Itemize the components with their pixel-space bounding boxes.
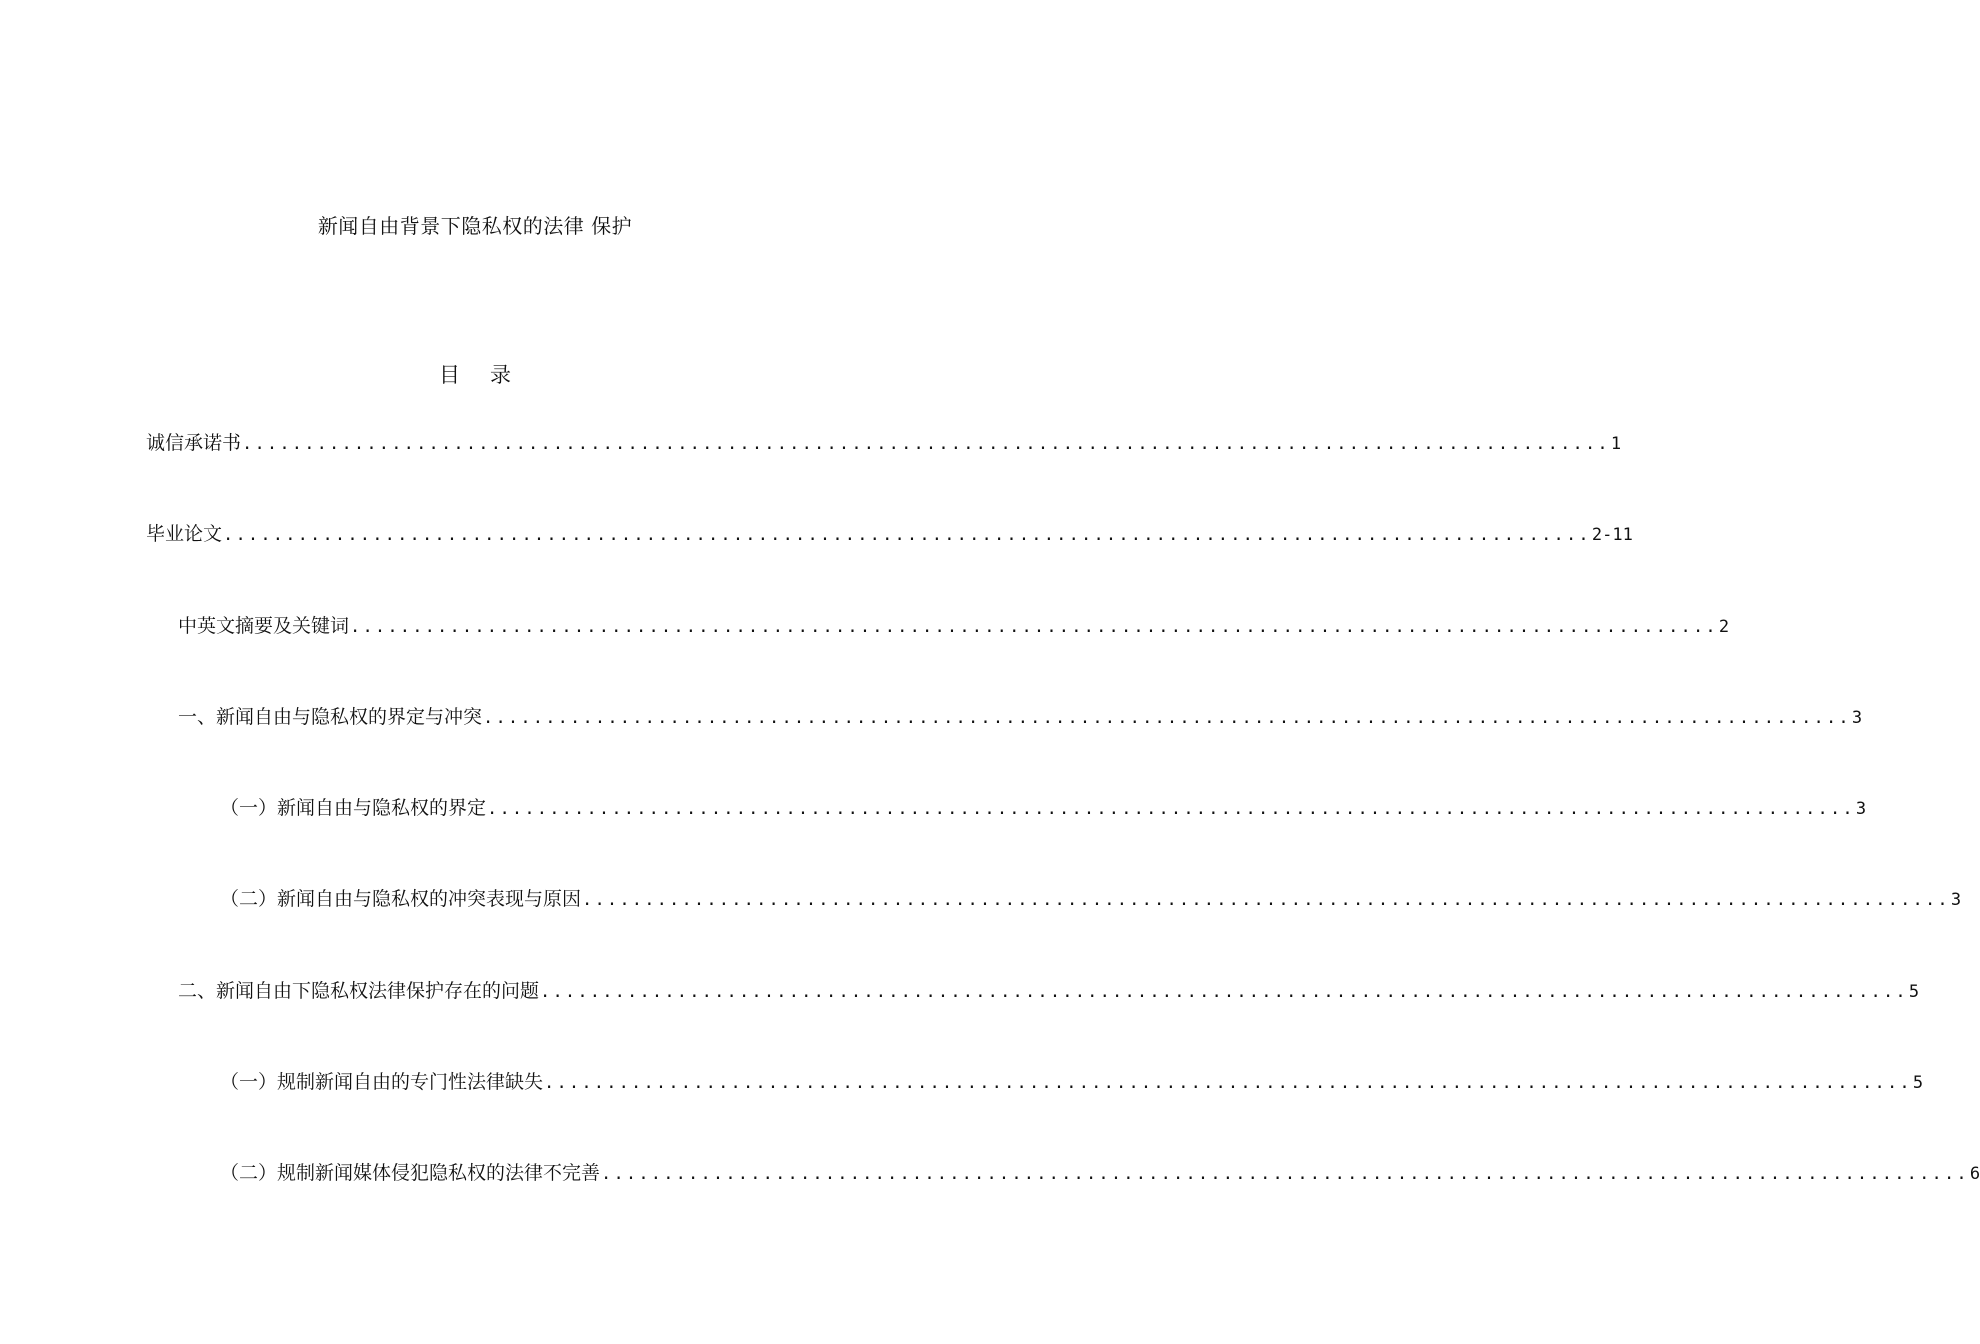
toc-dot-leader: ..............................................................................................................	[544, 1073, 1912, 1093]
document-title: 新闻自由背景下隐私权的法律 保护	[317, 214, 633, 238]
toc-entry-section-2-1[interactable]	[220, 1067, 1924, 1097]
toc-page-number: 3	[1855, 799, 1867, 819]
toc-entry-chapter-2[interactable]	[178, 976, 1920, 1006]
toc-entry-label: 毕业论文	[146, 523, 223, 545]
toc-entry-abstract[interactable]	[178, 611, 1730, 641]
toc-page-number: 2-11	[1591, 525, 1633, 545]
toc-dot-leader: ..............................................................................................................	[582, 890, 1950, 910]
toc-page-number: 3	[1851, 708, 1863, 728]
toc-dot-leader: ..............................................................................................................	[483, 708, 1851, 728]
toc-page-number: 5	[1908, 982, 1920, 1002]
toc-entry-section-2-2[interactable]	[220, 1158, 1980, 1188]
toc-entry-thesis[interactable]	[146, 519, 1633, 549]
toc-entry-label: （一）规制新闻自由的专门性法律缺失	[220, 1071, 544, 1093]
toc-dot-leader: ..............................................................................................................	[540, 982, 1908, 1002]
toc-entry-label: （二）规制新闻媒体侵犯隐私权的法律不完善	[220, 1162, 601, 1184]
toc-entry-section-1-2[interactable]	[220, 884, 1962, 914]
toc-entry-integrity-pledge[interactable]	[146, 428, 1622, 458]
toc-dot-leader: ..............................................................................................................	[487, 799, 1855, 819]
toc-page-number: 2	[1718, 617, 1730, 637]
toc-entry-label: 中英文摘要及关键词	[178, 615, 350, 637]
toc-page-number: 1	[1610, 434, 1622, 454]
toc-entry-label: （一）新闻自由与隐私权的界定	[220, 797, 487, 819]
toc-entry-label: 一、新闻自由与隐私权的界定与冲突	[178, 706, 483, 728]
toc-page-number: 3	[1950, 890, 1962, 910]
toc-heading-part-2: 录	[490, 363, 511, 387]
toc-page-number: 5	[1912, 1073, 1924, 1093]
toc-heading	[0, 359, 950, 389]
toc-page-number: 6	[1969, 1164, 1980, 1184]
toc-entry-label: 二、新闻自由下隐私权法律保护存在的问题	[178, 980, 540, 1002]
toc-dot-leader: ..............................................................................................................	[242, 434, 1610, 454]
toc-entry-chapter-1[interactable]	[178, 702, 1863, 732]
toc-entry-label: 诚信承诺书	[146, 432, 242, 454]
toc-dot-leader: ..............................................................................................................	[601, 1164, 1969, 1184]
toc-dot-leader: ..............................................................................................................	[223, 525, 1591, 545]
toc-entry-label: （二）新闻自由与隐私权的冲突表现与原因	[220, 888, 582, 910]
toc-heading-part-1: 目	[439, 363, 460, 387]
toc-dot-leader: ..............................................................................................................	[350, 617, 1718, 637]
toc-entry-section-1-1[interactable]	[220, 793, 1867, 823]
